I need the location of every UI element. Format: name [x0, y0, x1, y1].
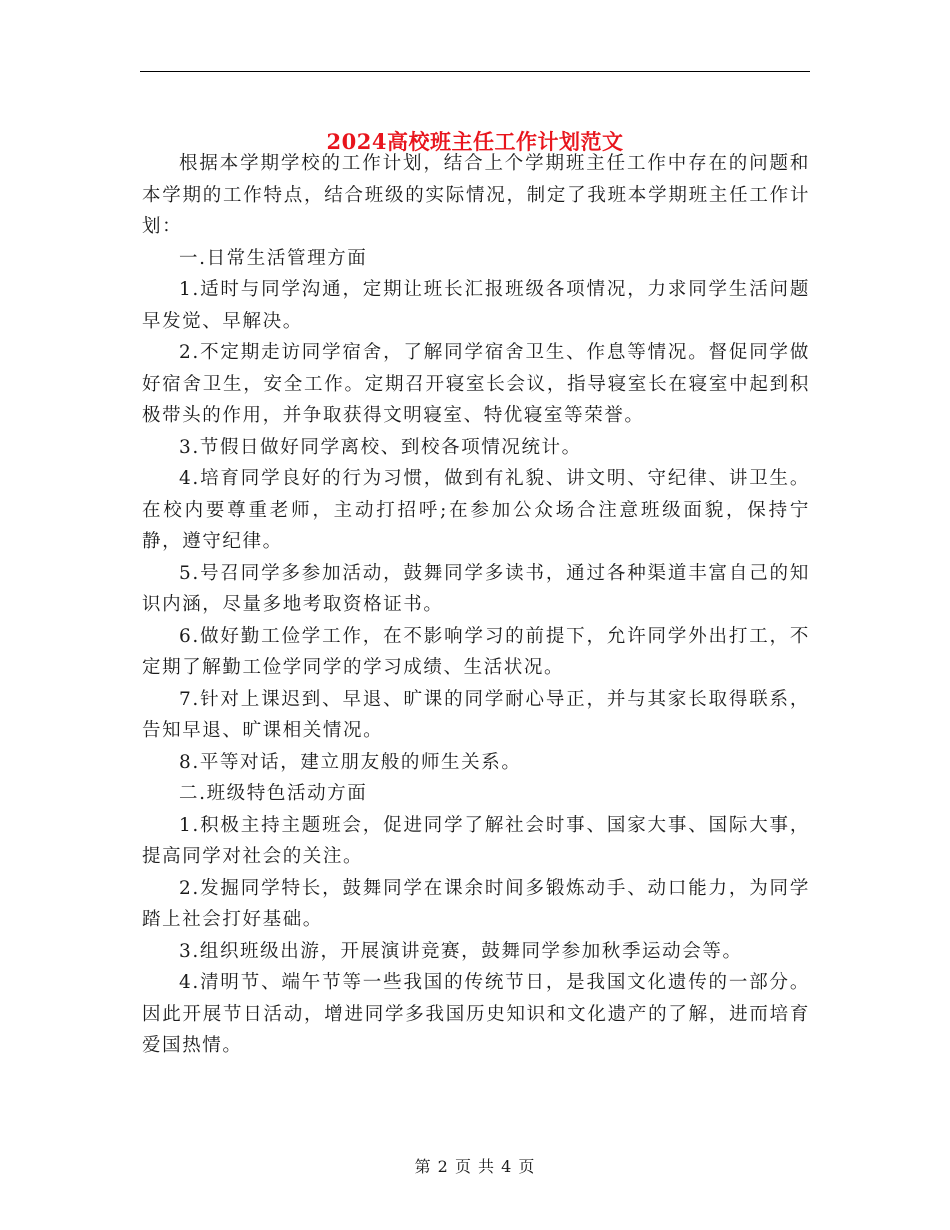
- list-item: 5.号召同学多参加活动，鼓舞同学多读书，通过各种渠道丰富自己的知识内涵，尽量多地考取资格证书。: [142, 562, 810, 615]
- section-heading-daily-life: 一.日常生活管理方面: [179, 247, 368, 269]
- list-item: 3.节假日做好同学离校、到校各项情况统计。: [179, 436, 582, 458]
- section-heading-class-activities: 二.班级特色活动方面: [179, 783, 368, 804]
- list-item: 4.清明节、端午节等一些我国的传统节日，是我国文化遗传的一部分。因此开展节日活动，增进同学多我国历史知识和文化遗产的了解，进而培育爱国热情。: [142, 972, 810, 1056]
- list-item: 7.针对上课迟到、早退、旷课的同学耐心导正，并与其家长取得联系，告知早退、旷课相关情况。: [142, 688, 810, 741]
- document-body: [142, 148, 810, 1062]
- list-item: 1.适时与同学沟通，定期让班长汇报班级各项情况，力求同学生活问题早发觉、早解决。: [142, 279, 810, 332]
- list-item: 6.做好勤工俭学工作，在不影响学习的前提下，允许同学外出打工，不定期了解勤工俭学同学的学习成绩、生活状况。: [142, 625, 810, 678]
- list-item: 2.不定期走访同学宿舍，了解同学宿舍卫生、作息等情况。督促同学做好宿舍卫生，安全工作。定期召开寝室长会议，指导寝室长在寝室中起到积极带头的作用，并争取获得文明寝室、特优寝室等荣誉。: [142, 342, 810, 426]
- paragraph-intro: 根据本学期学校的工作计划，结合上个学期班主任工作中存在的问题和本学期的工作特点，结合班级的实际情况，制定了我班本学期班主任工作计划：: [142, 153, 810, 237]
- header-rule: [140, 71, 810, 72]
- list-item: 4.培育同学良好的行为习惯，做到有礼貌、讲文明、守纪律、讲卫生。在校内要尊重老师，主动打招呼;在参加公众场合注意班级面貌，保持宁静，遵守纪律。: [142, 468, 810, 552]
- list-item: 8.平等对话，建立朋友般的师生关系。: [179, 751, 522, 773]
- list-item: 2.发掘同学特长，鼓舞同学在课余时间多锻炼动手、动口能力，为同学踏上社会打好基础。: [142, 877, 810, 930]
- list-item: 3.组织班级出游，开展演讲竞赛，鼓舞同学参加秋季运动会等。: [179, 940, 743, 962]
- list-item: 1.积极主持主题班会，促进同学了解社会时事、国家大事、国际大事，提高同学对社会的关注。: [142, 814, 810, 867]
- document-title: 2024高校班主任工作计划范文: [326, 129, 624, 155]
- page-number: 第 2 页 共 4 页: [414, 1157, 536, 1176]
